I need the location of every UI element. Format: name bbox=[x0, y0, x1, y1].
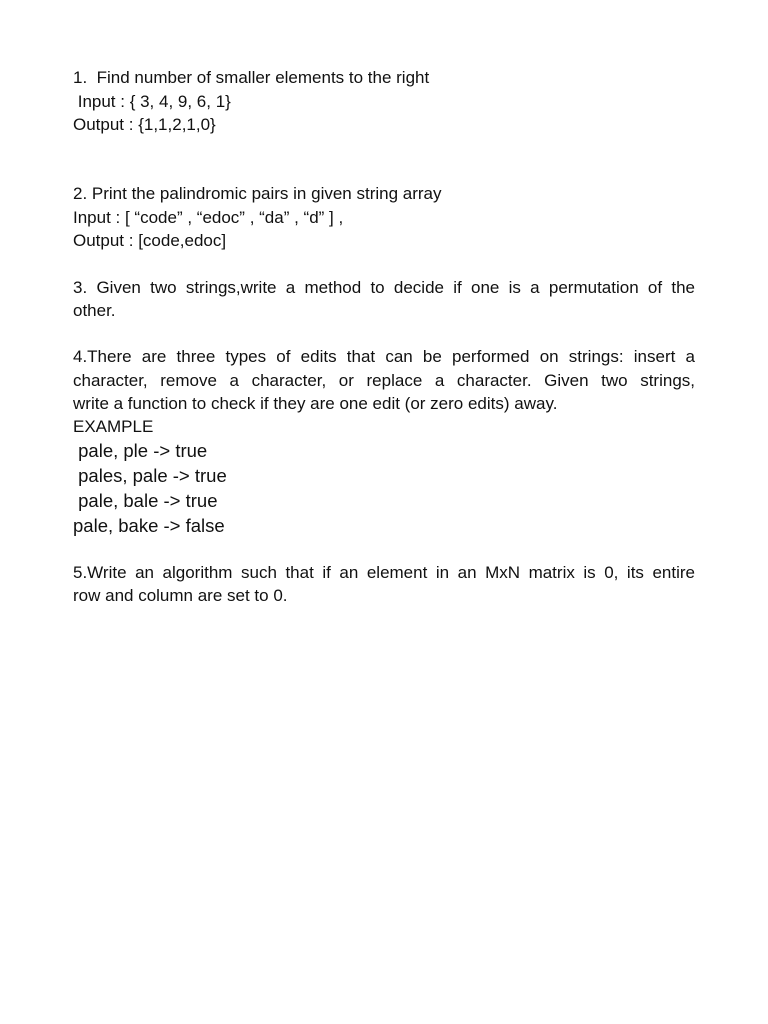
q4-example-3: pale, bale -> true bbox=[73, 490, 218, 511]
q1-title: 1. Find number of smaller elements to the right bbox=[73, 68, 430, 87]
q4-line-3: write a function to check if they are one edit (or zero edits) away. bbox=[73, 394, 558, 413]
q4-example-1: pale, ple -> true bbox=[73, 440, 208, 461]
q4-example-2: pales, pale -> true bbox=[73, 465, 227, 486]
q4-line-1: 4.There are three types of edits that can be performed on strings: insert a bbox=[73, 347, 695, 366]
q2-output: Output : [code,edoc] bbox=[73, 231, 227, 250]
q4-example-4: pale, bake -> false bbox=[73, 515, 225, 536]
q4-example-label: EXAMPLE bbox=[73, 417, 154, 436]
q3-line-1: 3. Given two strings,write a method to decide if one is a permutation of the bbox=[73, 278, 695, 297]
q1-input: Input : { 3, 4, 9, 6, 1} bbox=[73, 92, 231, 111]
q4-line-2: character, remove a character, or replace a character. Given two strings, bbox=[73, 371, 695, 390]
q5-line-2: row and column are set to 0. bbox=[73, 586, 288, 605]
q2-title: 2. Print the palindromic pairs in given string array bbox=[73, 184, 442, 203]
q2-input: Input : [ “code” , “edoc” , “da” , “d” ] , bbox=[73, 208, 344, 227]
q3-line-2: other. bbox=[73, 301, 116, 320]
q5-line-1: 5.Write an algorithm such that if an element in an MxN matrix is 0, its entire bbox=[73, 563, 695, 582]
q1-output: Output : {1,1,2,1,0} bbox=[73, 115, 216, 134]
